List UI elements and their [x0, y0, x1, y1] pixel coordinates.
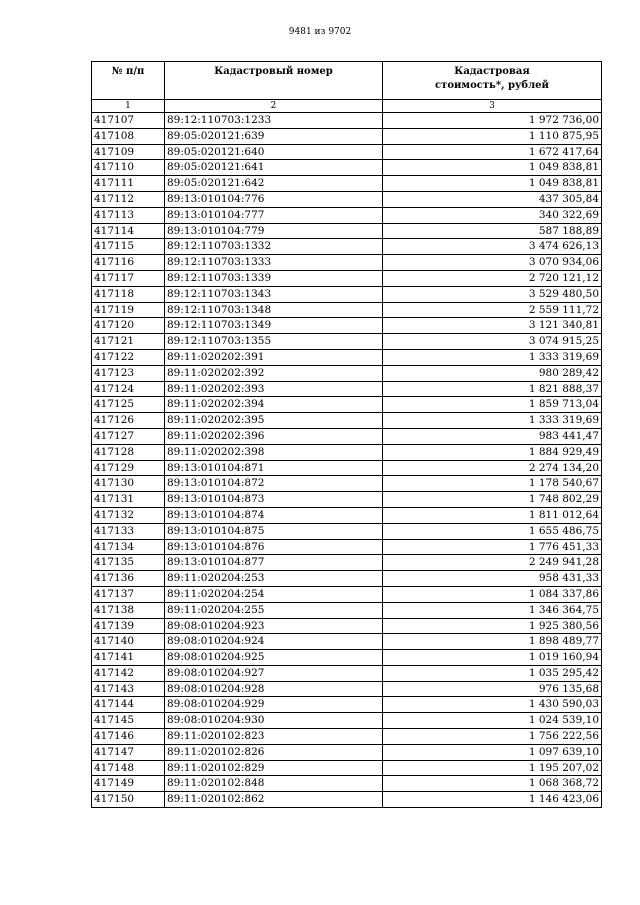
row-number-cell: 417122: [92, 349, 165, 365]
cadastral-value-cell: 976 135,68: [383, 681, 602, 697]
row-number-cell: 417145: [92, 713, 165, 729]
row-number-cell: 417126: [92, 413, 165, 429]
cadastral-value-cell: 1 756 222,56: [383, 729, 602, 745]
table-row: [92, 413, 602, 429]
row-number-cell: 417123: [92, 365, 165, 381]
table-row: [92, 760, 602, 776]
table-row: [92, 492, 602, 508]
table-row: [92, 444, 602, 460]
cadastral-value-cell: 1 748 802,29: [383, 492, 602, 508]
table-row: [92, 665, 602, 681]
cadastral-number-cell: 89:12:110703:1233: [165, 113, 383, 129]
cadastral-table: [91, 61, 602, 808]
header-cadastral-value-label: Кадастровая стоимость*, рублей: [435, 66, 549, 91]
table-row: [92, 113, 602, 129]
column-number-row: [92, 100, 602, 113]
table-row: [92, 523, 602, 539]
cadastral-value-cell: 340 322,69: [383, 207, 602, 223]
cadastral-number-cell: 89:12:110703:1339: [165, 270, 383, 286]
row-number-cell: 417137: [92, 586, 165, 602]
row-number-cell: 417135: [92, 555, 165, 571]
cadastral-number-cell: 89:12:110703:1349: [165, 318, 383, 334]
cadastral-value-cell: 1 146 423,06: [383, 792, 602, 808]
cadastral-value-cell: 1 655 486,75: [383, 523, 602, 539]
table-row: [92, 776, 602, 792]
cadastral-number-cell: 89:13:010104:875: [165, 523, 383, 539]
cadastral-value-cell: 1 178 540,67: [383, 476, 602, 492]
cadastral-number-cell: 89:11:020202:395: [165, 413, 383, 429]
cadastral-value-cell: 2 559 111,72: [383, 302, 602, 318]
row-number-cell: 417130: [92, 476, 165, 492]
row-number-cell: 417133: [92, 523, 165, 539]
cadastral-value-cell: 1 925 380,56: [383, 618, 602, 634]
header-cadastral-number: Кадастровый номер: [165, 62, 383, 100]
cadastral-value-cell: 1 972 736,00: [383, 113, 602, 129]
cadastral-value-cell: 1 898 489,77: [383, 634, 602, 650]
table-row: [92, 460, 602, 476]
cadastral-value-cell: 1 019 160,94: [383, 650, 602, 666]
table-row: [92, 634, 602, 650]
cadastral-value-cell: 1 024 539,10: [383, 713, 602, 729]
cadastral-value-cell: 2 720 121,12: [383, 270, 602, 286]
table-row: [92, 255, 602, 271]
cadastral-value-cell: 587 188,89: [383, 223, 602, 239]
cadastral-number-cell: 89:11:020204:253: [165, 571, 383, 587]
cadastral-number-cell: 89:11:020202:394: [165, 397, 383, 413]
cadastral-number-cell: 89:13:010104:872: [165, 476, 383, 492]
cadastral-number-cell: 89:08:010204:925: [165, 650, 383, 666]
cadastral-number-cell: 89:12:110703:1355: [165, 334, 383, 350]
cadastral-value-cell: 1 068 368,72: [383, 776, 602, 792]
row-number-cell: 417149: [92, 776, 165, 792]
row-number-cell: 417108: [92, 128, 165, 144]
row-number-cell: 417142: [92, 665, 165, 681]
table-row: [92, 365, 602, 381]
row-number-cell: 417127: [92, 428, 165, 444]
row-number-cell: 417113: [92, 207, 165, 223]
cadastral-number-cell: 89:05:020121:641: [165, 160, 383, 176]
cadastral-value-cell: 3 074 915,25: [383, 334, 602, 350]
table-row: [92, 334, 602, 350]
cadastral-value-cell: 1 430 590,03: [383, 697, 602, 713]
table-row: [92, 239, 602, 255]
cadastral-value-cell: 437 305,84: [383, 191, 602, 207]
cadastral-value-cell: 1 821 888,37: [383, 381, 602, 397]
cadastral-number-cell: 89:12:110703:1343: [165, 286, 383, 302]
table-row: [92, 176, 602, 192]
row-number-cell: 417119: [92, 302, 165, 318]
table-row: [92, 191, 602, 207]
cadastral-number-cell: 89:12:110703:1332: [165, 239, 383, 255]
cadastral-number-cell: 89:12:110703:1333: [165, 255, 383, 271]
row-number-cell: 417143: [92, 681, 165, 697]
cadastral-number-cell: 89:13:010104:777: [165, 207, 383, 223]
cadastral-number-cell: 89:13:010104:779: [165, 223, 383, 239]
row-number-cell: 417131: [92, 492, 165, 508]
cadastral-number-cell: 89:13:010104:874: [165, 507, 383, 523]
column-number-3: 3: [383, 100, 602, 113]
row-number-cell: 417107: [92, 113, 165, 129]
table-row: [92, 507, 602, 523]
row-number-cell: 417150: [92, 792, 165, 808]
row-number-cell: 417120: [92, 318, 165, 334]
table-row: [92, 729, 602, 745]
cadastral-number-cell: 89:11:020102:829: [165, 760, 383, 776]
cadastral-number-cell: 89:13:010104:877: [165, 555, 383, 571]
column-number-1: 1: [92, 100, 165, 113]
table-row: [92, 286, 602, 302]
row-number-cell: 417128: [92, 444, 165, 460]
row-number-cell: 417121: [92, 334, 165, 350]
cadastral-value-cell: 1 084 337,86: [383, 586, 602, 602]
cadastral-number-cell: 89:13:010104:871: [165, 460, 383, 476]
cadastral-number-cell: 89:12:110703:1348: [165, 302, 383, 318]
cadastral-number-cell: 89:08:010204:928: [165, 681, 383, 697]
table-row: [92, 302, 602, 318]
cadastral-number-cell: 89:11:020102:862: [165, 792, 383, 808]
table-row: [92, 681, 602, 697]
cadastral-value-cell: 3 070 934,06: [383, 255, 602, 271]
table-row: [92, 586, 602, 602]
table-row: [92, 650, 602, 666]
cadastral-number-cell: 89:11:020102:848: [165, 776, 383, 792]
cadastral-number-cell: 89:13:010104:776: [165, 191, 383, 207]
table-row: [92, 318, 602, 334]
row-number-cell: 417117: [92, 270, 165, 286]
table-row: [92, 713, 602, 729]
row-number-cell: 417144: [92, 697, 165, 713]
row-number-cell: 417140: [92, 634, 165, 650]
cadastral-value-cell: 1 049 838,81: [383, 176, 602, 192]
table-row: [92, 160, 602, 176]
cadastral-number-cell: 89:11:020204:254: [165, 586, 383, 602]
cadastral-value-cell: 1 097 639,10: [383, 744, 602, 760]
cadastral-value-cell: 1 333 319,69: [383, 413, 602, 429]
cadastral-value-cell: 1 333 319,69: [383, 349, 602, 365]
cadastral-value-cell: 1 859 713,04: [383, 397, 602, 413]
table-body: [92, 113, 602, 808]
cadastral-value-cell: 2 274 134,20: [383, 460, 602, 476]
column-number-2: 2: [165, 100, 383, 113]
cadastral-number-cell: 89:05:020121:642: [165, 176, 383, 192]
table-row: [92, 144, 602, 160]
table-row: [92, 792, 602, 808]
cadastral-value-cell: 3 529 480,50: [383, 286, 602, 302]
row-number-cell: 417109: [92, 144, 165, 160]
row-number-cell: 417139: [92, 618, 165, 634]
row-number-cell: 417114: [92, 223, 165, 239]
cadastral-value-cell: 2 249 941,28: [383, 555, 602, 571]
row-number-cell: 417147: [92, 744, 165, 760]
row-number-cell: 417118: [92, 286, 165, 302]
table-row: [92, 397, 602, 413]
table-row: [92, 555, 602, 571]
page-number-header: 9481 из 9702: [288, 27, 352, 37]
row-number-cell: 417138: [92, 602, 165, 618]
cadastral-number-cell: 89:08:010204:929: [165, 697, 383, 713]
cadastral-value-cell: 983 441,47: [383, 428, 602, 444]
cadastral-number-cell: 89:11:020202:392: [165, 365, 383, 381]
cadastral-number-cell: 89:11:020204:255: [165, 602, 383, 618]
header-cadastral-value: [383, 62, 602, 100]
cadastral-value-cell: 1 035 295,42: [383, 665, 602, 681]
cadastral-value-cell: 1 672 417,64: [383, 144, 602, 160]
cadastral-value-cell: 1 110 875,95: [383, 128, 602, 144]
table-row: [92, 476, 602, 492]
cadastral-number-cell: 89:05:020121:639: [165, 128, 383, 144]
row-number-cell: 417141: [92, 650, 165, 666]
table-row: [92, 618, 602, 634]
row-number-cell: 417134: [92, 539, 165, 555]
table-row: [92, 381, 602, 397]
table-row: [92, 207, 602, 223]
row-number-cell: 417124: [92, 381, 165, 397]
row-number-cell: 417116: [92, 255, 165, 271]
cadastral-value-cell: 1 776 451,33: [383, 539, 602, 555]
cadastral-value-cell: 3 474 626,13: [383, 239, 602, 255]
cadastral-value-cell: 1 049 838,81: [383, 160, 602, 176]
row-number-cell: 417125: [92, 397, 165, 413]
cadastral-value-cell: 1 884 929,49: [383, 444, 602, 460]
table-row: [92, 744, 602, 760]
row-number-cell: 417112: [92, 191, 165, 207]
table-row: [92, 349, 602, 365]
cadastral-number-cell: 89:08:010204:927: [165, 665, 383, 681]
table-row: [92, 128, 602, 144]
table-row: [92, 539, 602, 555]
cadastral-number-cell: 89:08:010204:924: [165, 634, 383, 650]
cadastral-value-cell: 1 811 012,64: [383, 507, 602, 523]
table-row: [92, 428, 602, 444]
row-number-cell: 417146: [92, 729, 165, 745]
cadastral-number-cell: 89:11:020202:396: [165, 428, 383, 444]
cadastral-number-cell: 89:05:020121:640: [165, 144, 383, 160]
row-number-cell: 417129: [92, 460, 165, 476]
cadastral-value-cell: 1 195 207,02: [383, 760, 602, 776]
cadastral-number-cell: 89:11:020202:398: [165, 444, 383, 460]
row-number-cell: 417132: [92, 507, 165, 523]
table-row: [92, 602, 602, 618]
header-row-number: № п/п: [92, 62, 165, 100]
table-header-row: [92, 62, 602, 100]
cadastral-number-cell: 89:11:020102:823: [165, 729, 383, 745]
row-number-cell: 417111: [92, 176, 165, 192]
table-row: [92, 223, 602, 239]
cadastral-value-cell: 3 121 340,81: [383, 318, 602, 334]
cadastral-number-cell: 89:13:010104:873: [165, 492, 383, 508]
row-number-cell: 417148: [92, 760, 165, 776]
table-row: [92, 571, 602, 587]
cadastral-value-cell: 958 431,33: [383, 571, 602, 587]
table-row: [92, 270, 602, 286]
cadastral-value-cell: 1 346 364,75: [383, 602, 602, 618]
table-row: [92, 697, 602, 713]
cadastral-number-cell: 89:11:020102:826: [165, 744, 383, 760]
cadastral-number-cell: 89:08:010204:923: [165, 618, 383, 634]
cadastral-number-cell: 89:11:020202:391: [165, 349, 383, 365]
cadastral-number-cell: 89:11:020202:393: [165, 381, 383, 397]
row-number-cell: 417115: [92, 239, 165, 255]
cadastral-number-cell: 89:08:010204:930: [165, 713, 383, 729]
cadastral-value-cell: 980 289,42: [383, 365, 602, 381]
cadastral-number-cell: 89:13:010104:876: [165, 539, 383, 555]
row-number-cell: 417136: [92, 571, 165, 587]
row-number-cell: 417110: [92, 160, 165, 176]
